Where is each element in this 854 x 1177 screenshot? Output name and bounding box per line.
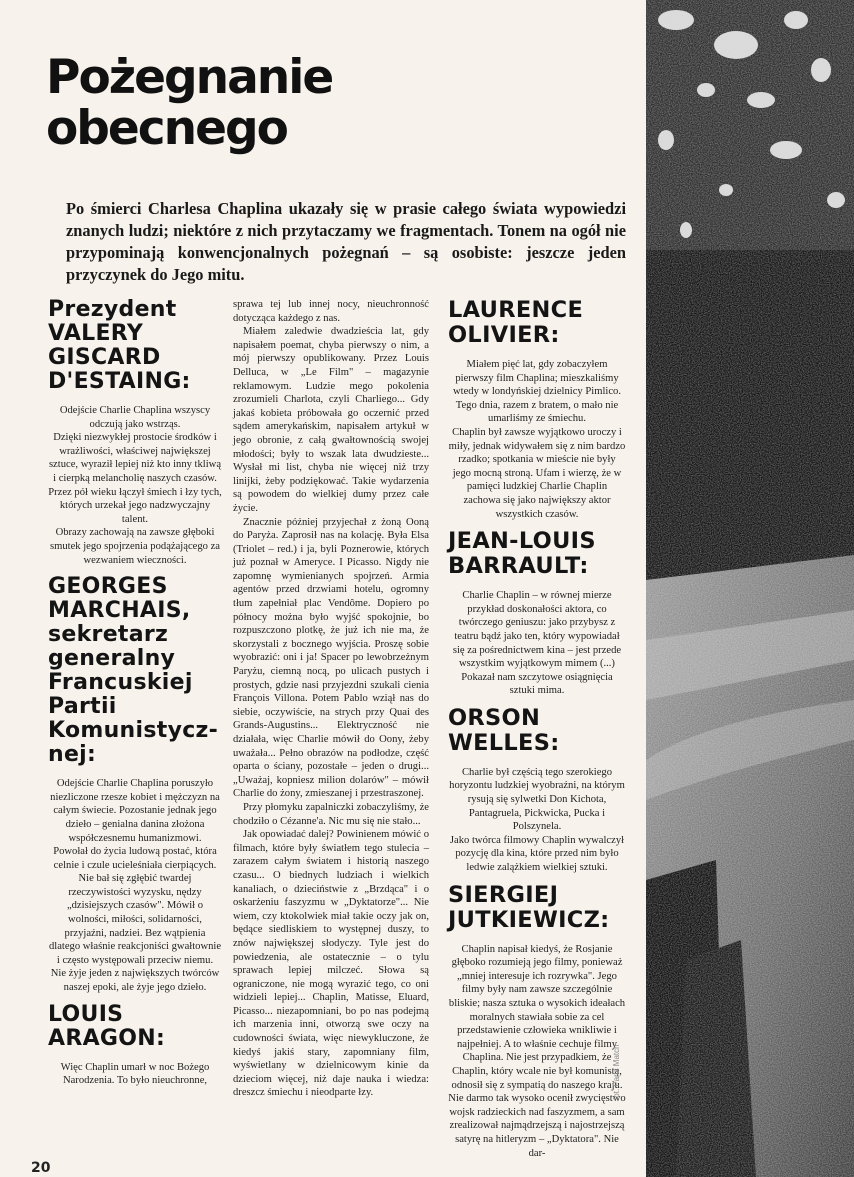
heading-jutkiewicz: SIERGIEJ JUTKIEWICZ: — [448, 881, 610, 933]
photo-credit: fot. Paris Match — [612, 1044, 621, 1100]
paragraph: Charlie był częścią tego szerokiego horyzontu ludzkiej wyobraźni, na którym rysują się sylwetki Don Kichota, Pantagruela, Pickwicka, Pucka i Polszynela. — [449, 766, 625, 833]
paragraph: Przy płomyku zapalniczki zobaczyliśmy, że chodziło o Cézanne'a. Nic mu się nie stało... — [233, 801, 429, 827]
heading-welles: ORSON WELLES: — [448, 704, 560, 756]
paragraph: Odejście Charlie Chaplina poruszyło niezliczone rzesze kobiet i mężczyzn na całym świecie. Pozostanie jednak jego dzieło – genialna danina złożona współczesnemu humanizmowi. — [50, 778, 220, 844]
title-line-1: Pożegnanie — [46, 50, 333, 105]
column-3 — [448, 298, 626, 1160]
heading-barrault: JEAN-LOUIS BARRAULT: — [448, 528, 596, 580]
paragraph: Dzięki niezwykłej prostocie środków i wrażliwości, właściwej największej sztuce, wyraził lepiej niż kto inny tkliwą i cierpką melancholię naszych czasów. — [48, 432, 222, 484]
paragraph: Powołał do życia ludową postać, która celnie i czule ucieleśniała cierpiących. — [53, 846, 217, 871]
paragraph: Charlie Chaplin – w równej mierze przykład doskonałości aktora, co twórczego geniuszu: jako przybysz z teatru bądź jako ten, który wypowiadał się za pośrednictwem kina – jest przede wszystkim wyjątkowym mimem (...) Pokazał nam szczytowe osiągnięcia sztuki mima. — [452, 590, 622, 697]
paragraph: Jako twórca filmowy Chaplin wywalczył pozycję dla kina, które przed nim było ledwie zalążkiem wielkiej sztuki. — [449, 834, 625, 874]
paragraph: Znacznie później przyjechał z żoną Ooną do Paryża. Zaprosił nas na kolację. Była Elsa (Triolet – red.) i ja, byli Poznerowie, których już poznał w Ameryce. I Picasso. Nigdy nie zapomnę wymienianych spojrzeń. Armia agentów przed drzwiami hotelu, ogromny tłum zapełniał plac Vendôme. Dopiero po północy można było wyjść spokojnie, bo rozpuszczono plotkę, że już ich nie ma, że skorzystali z bocznego wyjścia. Proszę sobie wyobrazić: oni i ja! Spacer po lewobrzeżnym Paryżu, ciemną nocą, po ulicach pustych i prostych, gdzie nasi przyjezdni szukali cienia François Villona. Potem Pablo wziął nas do siebie, oczywiście, na strych przy Quai des Grands-Augustins... Elektryczność nie działała, więc Charlie mówił do Oony, żeby uważała... Pełno obrazów na podłodze, część oparta o ściany, pozostałe – jeden o drugi... „Uważaj, kopniesz milion dolarów" – mówił Charlie do żony, zmieszanej i przestraszonej. — [233, 516, 429, 800]
paragraph: Chaplin był zawsze wyjątkowo uroczy i miły, jednak widywałem się z nim bardzo rzadko; spotkania w mieście nie były jego mocną stroną. Ufam i wierzę, że w pamięci ludzkiej Charlie Chaplin zachowa się jako największy aktor wszystkich czasów. — [448, 426, 626, 520]
article-title — [46, 52, 466, 154]
column-1 — [48, 298, 222, 1088]
paragraph: Odejście Charlie Chaplina wszyscy odczują jako wstrząs. — [59, 405, 211, 430]
photo-image — [646, 0, 854, 1177]
paragraph: Przez pół wieku łączył śmiech i łzy tych, których urzekał jego nadzwyczajny talent. — [48, 486, 222, 525]
chaplin-photo-strip — [646, 0, 854, 1177]
heading-aragon: LOUIS ARAGON: — [48, 1001, 166, 1051]
paragraph: Nie bał się zgłębić twardej rzeczywistości wyzysku, nędzy „dzisiejszych czasów". Mówił o wolności, miłości, solidarności, przyjaźni, nadziei. Bez wątpienia dlatego właśnie reakcjoniści gwałtownie i często występowali przeciw niemu. — [48, 873, 222, 966]
heading-marchais: GEORGES MARCHAIS, sekretarz generalny Francuskiej Partii Komunistycz-nej: — [48, 574, 219, 768]
article-lead: Po śmierci Charlesa Chaplina ukazały się w prasie całego świata wypowiedzi znanych ludzi; niektóre z nich przytaczamy we fragmentach. Tonem na ogół nie przypominają konwencjonalnych pożegnań – są osobiste: jeszcze jeden przyczynek do Jego mitu. — [66, 199, 626, 284]
heading-olivier: LAURENCE OLIVIER: — [448, 297, 584, 348]
title-line-2: obecnego — [46, 101, 287, 156]
paragraph: sprawa tej lub innej nocy, nieuchronność dotycząca każdego z nas. — [233, 299, 429, 324]
page-number: 20 — [31, 1160, 51, 1176]
paragraph: Chaplin napisał kiedyś, że Rosjanie głęboko rozumieją jego filmy, ponieważ „mniej interesuje ich rozrywka". Jego filmy były nam zawsze szczególnie bliskie; nasza sztuka o wysokich ideałach moralnych stawiała sobie za cel przedstawienie człowieka wnikliwie i najpełniej. A to właśnie cechuje filmy Chaplina. Nie jest przypadkiem, że Chaplin, który wcale nie był komunistą, odnosił się z sympatią do naszego kraju. Nie darmo tak wysoko ocenił zwycięstwo wojsk radzieckich nad faszyzmem, a sam zrealizował najmądrzejszą i najostrzejszą satyrę na hitleryzm – „Dyktatora". Nie dar- — [448, 943, 626, 1159]
heading-giscard: Prezydent VALERY GISCARD D'ESTAING: — [48, 297, 191, 394]
paragraph: Miałem pięć lat, gdy zobaczyłem pierwszy film Chaplina; mieszkaliśmy wtedy w londyńskiej dzielnicy Pimlico. Tego dnia, razem z bratem, o mało nie umarliśmy ze śmiechu. — [452, 359, 621, 425]
paragraph: Miałem zaledwie dwadzieścia lat, gdy napisałem poemat, chyba pierwszy o nim, a mój pierwszy opublikowany. Przez Louis Delluca, w „Le Film" – magazynie reklamowym. Ludzie mego pokolenia zrozumieli Charlota, czyli Charliego... Gdy jakaś kobieta próbowała go oczernić przed sądem amerykańskim, napisałem artykuł w jego obronie, z całą gwałtownością swojej młodości; były to wszak lata dwudzieste... Wysłał mi list, chyba nie więcej niż trzy linijki, żeby podziękować. Takie wydarzenia są powodem do wielkiej dumy przez całe życie. — [233, 326, 429, 514]
paragraph: Obrazy zachowają na zawsze głęboki smutek jego spojrzenia podążającego za wezwaniem wieczności. — [49, 527, 220, 566]
column-2 — [233, 298, 429, 1100]
paragraph: Jak opowiadać dalej? Powinienem mówić o filmach, które były światłem tego stulecia – zarazem całym światem i historią naszego czasu... O biednych ludziach i wielkich kanaliach, o dzieciństwie z „Brzdąca" i o oskarżeniu faszyzmu w „Dyktatorze"... Nie wiem, czy ktokolwiek miał takie oczy jak on, będące siedliskiem to występnej duszy, to znów największej słodyczy. Tyle jest do powiedzenia, ale ostatecznie – o tylu sprawach lepiej milczeć. Słowa są ograniczone, nie mogą wyrazić tego, co oni widzieli lepiej... Chaplin, Matisse, Eluard, Picasso... niezapomniani, bo po nas podejmą ich marzenia inni, otworzą swe oczy na cudowności świata, więc niewykluczone, że kiedyś jakiś stary, zapomniany film, wyświetlany w dzielnicowym kinie da dzieciom więcej, niż daje nauka i wiedza: dreszcz śmiechu i nieodparte łzy. — [233, 829, 429, 1099]
paragraph: Więc Chaplin umarł w noc Bożego Narodzenia. To było nieuchronne, — [60, 1061, 210, 1087]
paragraph: Nie żyje jeden z największych twórców naszej epoki, ale żyje jego dzieło. — [50, 968, 220, 994]
